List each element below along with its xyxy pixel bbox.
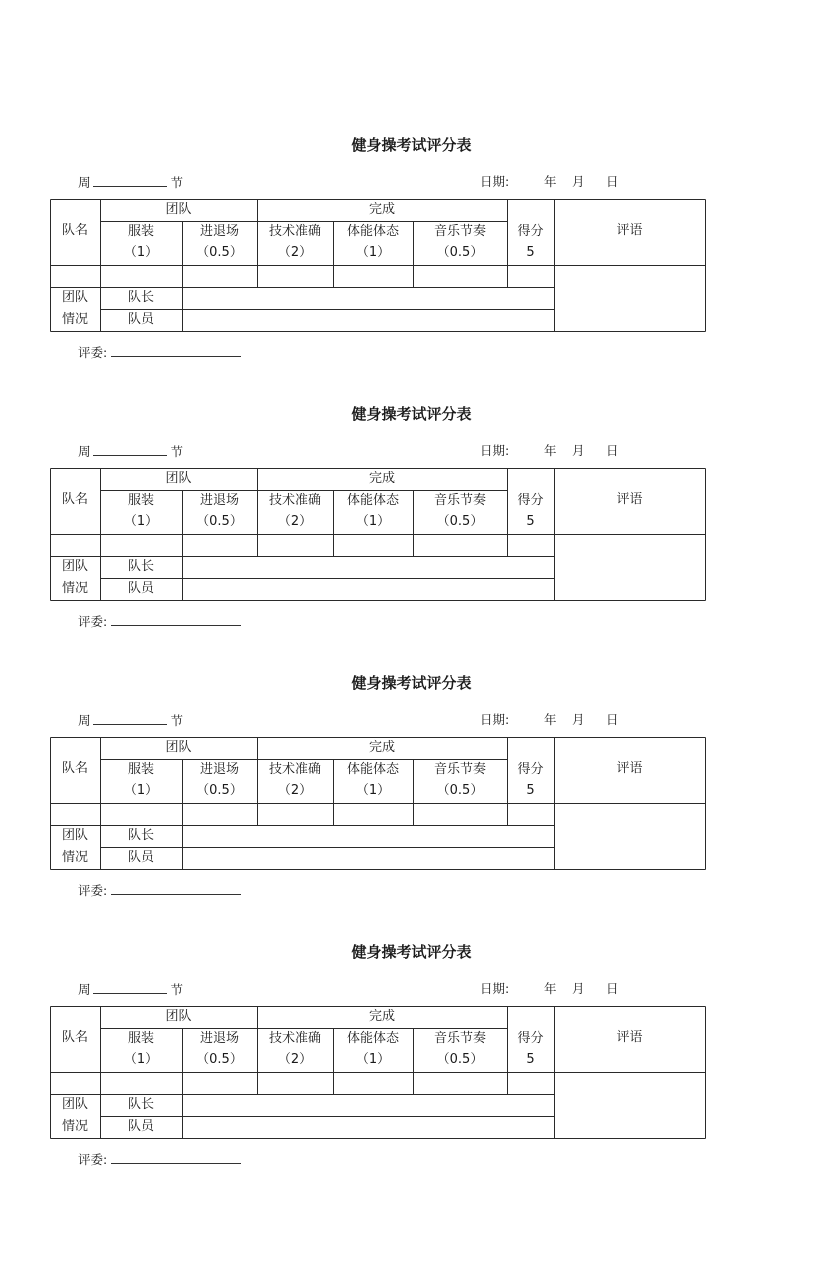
header-costume-points: （1）: [123, 245, 159, 260]
scoring-sheet: [0, 134, 823, 374]
judge-label: 评委:: [78, 1152, 108, 1167]
header-fitness: 体能体态: [346, 762, 399, 777]
header-comments: 评语: [616, 492, 643, 507]
date-label: 日期:: [480, 712, 510, 727]
section-label: 节: [170, 982, 184, 997]
judge-signature-blank[interactable]: [111, 613, 241, 626]
header-entry-exit: 进退场: [199, 762, 239, 777]
header-fitness: 体能体态: [346, 1031, 399, 1046]
captain-label: 队长: [127, 828, 154, 843]
header-technique-points: （2）: [277, 245, 313, 260]
judge-label: 评委:: [78, 345, 108, 360]
header-completion-group: 完成: [368, 202, 395, 217]
team-info-label: 团队: [61, 559, 88, 574]
header-comments: 评语: [616, 761, 643, 776]
header-team-name: 队名: [61, 761, 88, 776]
header-music: 音乐节奏: [433, 1031, 486, 1046]
header-team-group: 团队: [165, 740, 192, 755]
header-costume-points: （1）: [123, 514, 159, 529]
captain-label: 队长: [127, 559, 154, 574]
judge-field: [78, 1151, 241, 1168]
judge-signature-blank[interactable]: [111, 344, 241, 357]
date-label: 日期:: [480, 443, 510, 458]
header-score: 得分: [517, 493, 544, 508]
header-completion-group: 完成: [368, 740, 395, 755]
header-entry-exit: 进退场: [199, 224, 239, 239]
year-label: 年: [544, 981, 557, 996]
header-entry-exit-points: （0.5）: [196, 514, 243, 529]
judge-signature-blank[interactable]: [111, 1151, 241, 1164]
header-fitness-points: （1）: [355, 1052, 391, 1067]
header-technique: 技术准确: [268, 224, 321, 239]
day-label: 日: [606, 712, 619, 727]
judge-label: 评委:: [78, 614, 108, 629]
header-technique: 技术准确: [268, 1031, 321, 1046]
header-comments: 评语: [616, 1030, 643, 1045]
header-team-group: 团队: [165, 202, 192, 217]
week-label: 周: [78, 982, 91, 997]
sheet-title: 健身操考试评分表: [351, 405, 472, 423]
header-fitness-points: （1）: [355, 245, 391, 260]
team-info-label: 团队: [61, 828, 88, 843]
sheet-title: 健身操考试评分表: [351, 943, 472, 961]
scoring-sheet: [0, 403, 823, 643]
header-fitness-points: （1）: [355, 514, 391, 529]
header-technique-points: （2）: [277, 1052, 313, 1067]
month-label: 月: [572, 174, 585, 189]
header-technique: 技术准确: [268, 762, 321, 777]
header-music: 音乐节奏: [433, 493, 486, 508]
year-label: 年: [544, 712, 557, 727]
header-music-points: （0.5）: [436, 514, 484, 529]
header-entry-exit-points: （0.5）: [196, 1052, 243, 1067]
header-completion-group: 完成: [368, 471, 395, 486]
team-info-label: 团队: [61, 290, 88, 305]
header-costume: 服装: [127, 762, 154, 777]
judge-field: [78, 344, 241, 361]
header-technique-points: （2）: [277, 783, 313, 798]
header-costume-points: （1）: [123, 1052, 159, 1067]
header-costume: 服装: [127, 1031, 154, 1046]
member-label: 队员: [127, 581, 154, 596]
week-label: 周: [78, 175, 91, 190]
captain-label: 队长: [127, 1097, 154, 1112]
header-team-group: 团队: [165, 1009, 192, 1024]
header-score: 得分: [517, 224, 544, 239]
header-technique-points: （2）: [277, 514, 313, 529]
judge-label: 评委:: [78, 883, 108, 898]
header-score-total: 5: [526, 514, 535, 529]
header-comments: 评语: [616, 223, 643, 238]
day-label: 日: [606, 981, 619, 996]
month-label: 月: [572, 443, 585, 458]
header-costume: 服装: [127, 224, 154, 239]
header-technique: 技术准确: [268, 493, 321, 508]
section-label: 节: [170, 444, 184, 459]
month-label: 月: [572, 981, 585, 996]
header-costume: 服装: [127, 493, 154, 508]
captain-label: 队长: [127, 290, 154, 305]
week-label: 周: [78, 713, 91, 728]
section-label: 节: [170, 175, 184, 190]
header-fitness: 体能体态: [346, 224, 399, 239]
header-team-group: 团队: [165, 471, 192, 486]
header-team-name: 队名: [61, 492, 88, 507]
date-label: 日期:: [480, 174, 510, 189]
header-entry-exit-points: （0.5）: [196, 245, 243, 260]
header-score-total: 5: [526, 783, 535, 798]
team-info-label: 情况: [61, 850, 88, 865]
header-score-total: 5: [526, 1052, 535, 1067]
judge-field: [78, 613, 241, 630]
week-label: 周: [78, 444, 91, 459]
team-info-label: 情况: [61, 581, 88, 596]
scoring-sheet: [0, 672, 823, 912]
year-label: 年: [544, 443, 557, 458]
header-team-name: 队名: [61, 1030, 88, 1045]
scoring-sheet: [0, 941, 823, 1181]
judge-signature-blank[interactable]: [111, 882, 241, 895]
team-info-label: 情况: [61, 312, 88, 327]
month-label: 月: [572, 712, 585, 727]
judge-field: [78, 882, 241, 899]
year-label: 年: [544, 174, 557, 189]
sheet-title: 健身操考试评分表: [351, 674, 472, 692]
header-fitness: 体能体态: [346, 493, 399, 508]
header-fitness-points: （1）: [355, 783, 391, 798]
header-music-points: （0.5）: [436, 783, 484, 798]
section-label: 节: [170, 713, 184, 728]
member-label: 队员: [127, 312, 154, 327]
header-entry-exit-points: （0.5）: [196, 783, 243, 798]
header-team-name: 队名: [61, 223, 88, 238]
team-info-label: 情况: [61, 1119, 88, 1134]
header-music-points: （0.5）: [436, 245, 484, 260]
header-music: 音乐节奏: [433, 762, 486, 777]
header-entry-exit: 进退场: [199, 1031, 239, 1046]
day-label: 日: [606, 174, 619, 189]
sheet-title: 健身操考试评分表: [351, 136, 472, 154]
header-score: 得分: [517, 1031, 544, 1046]
header-music: 音乐节奏: [433, 224, 486, 239]
member-label: 队员: [127, 1119, 154, 1134]
header-costume-points: （1）: [123, 783, 159, 798]
header-score-total: 5: [526, 245, 535, 260]
header-score: 得分: [517, 762, 544, 777]
header-completion-group: 完成: [368, 1009, 395, 1024]
date-label: 日期:: [480, 981, 510, 996]
header-music-points: （0.5）: [436, 1052, 484, 1067]
member-label: 队员: [127, 850, 154, 865]
team-info-label: 团队: [61, 1097, 88, 1112]
day-label: 日: [606, 443, 619, 458]
header-entry-exit: 进退场: [199, 493, 239, 508]
